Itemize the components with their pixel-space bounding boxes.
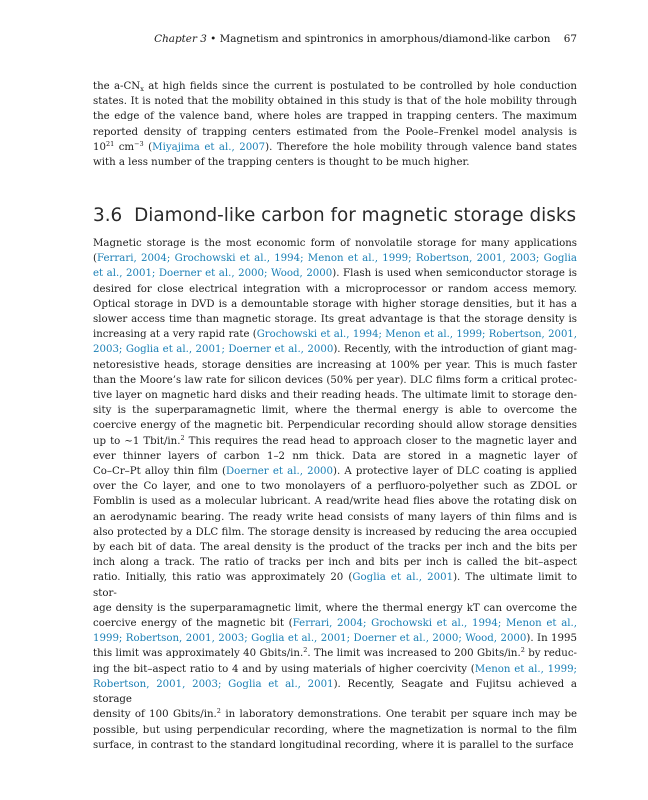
text-run: at high fields since the current is postulated to be controlled by hole conduction [143,81,577,92]
text-line [93,601,577,616]
text-line [93,266,577,281]
text-run: this limit was approximately 40 Gbits/in. [93,648,304,660]
text-line [93,646,577,661]
superscript: 2 [520,646,525,655]
text-line [93,342,577,357]
superscript: 21 [105,139,115,148]
text-line [93,677,577,707]
text-run: density of 100 Gbits/in. [93,709,217,721]
text-run: inch along a track. The ratio of tracks per inch and bits per inch is called the bit–aspect [93,557,577,569]
text-line [93,327,577,342]
text-line [93,707,577,722]
body-paragraph [93,236,577,753]
superscript: 2 [216,707,221,716]
text-run: . The limit was increased to 200 Gbits/in. [307,648,521,660]
text-line [93,125,577,140]
citation-link[interactable]: Ferrari, 2004; Grochowski et al., 1994; Menon et al., 1999; Robertson, 2001, 2003; Goglia [96,253,577,265]
text-run: over the Co layer, and one to two monolayers of a perfluoro-polyether such as ZDOL or [93,481,577,493]
citation-link[interactable]: 1999; Robertson, 2001, 2003; Goglia et al., 2001; Doerner et al., 2000; Wood, 2000 [93,633,527,645]
text-line [93,464,577,479]
citation-link[interactable]: Ferrari, 2004; Grochowski et al., 1994; Menon et al., [292,618,577,630]
text-run: the a-CN [93,81,141,92]
text-line [93,449,577,464]
text-run: coercive energy of the magnetic bit. Perpendicular recording should allow storage densities [93,420,577,432]
text-line [93,282,577,297]
text-run: Optical storage in DVD is a demountable storage with higher storage densities, but it has a [93,298,577,310]
text-line [93,555,577,570]
text-line [93,662,577,677]
text-run: tive layer on magnetic hard disks and their reading heads. The ultimate limit to storage den- [93,390,577,402]
citation-link[interactable]: 2003; Goglia et al., 2001; Doerner et al., 2000 [93,344,334,356]
text-run: by each bit of data. The areal density is the product of the tracks per inch and the bits per [93,542,577,554]
text-run: Magnetic storage is the most economic form of nonvolatile storage for many applications [93,238,577,249]
text-run: ). The ultimate limit to stor- [93,572,577,599]
text-line [93,479,577,494]
superscript: 2 [180,433,185,442]
text-line [93,373,577,388]
text-run: by reduc- [524,648,577,660]
citation-link[interactable]: Grochowski et al., 1994; Menon et al., 1999; Robertson, 2001, [256,329,577,341]
text-run: ). Recently, Seagate and Fujitsu achieved a storage [93,678,577,706]
text-run: 10 [93,141,106,153]
text-line [93,140,577,155]
text-line [93,79,577,94]
text-line [93,510,577,525]
citation-link[interactable]: et al., 2001; Doerner et al., 2000; Wood, 2000 [93,268,333,280]
text-run: up to ∼1 Tbit/in. [93,435,181,447]
text-run: than the Moore’s law rate for silicon devices (50% per year). DLC films form a critical protec- [93,374,577,386]
text-run: age density is the superparamagnetic limit, where the thermal energy kT can overcome the [93,602,577,614]
text-run: ( [93,253,97,265]
text-run: sity is the superparamagnetic limit, where the thermal energy is able to overcome the [93,405,577,417]
section-title: Diamond-like carbon for magnetic storage disks [134,205,577,226]
subscript: x [140,85,144,93]
text-line [93,418,577,433]
text-line [93,236,577,251]
section-heading [93,205,577,226]
header-title: Magnetism and spintronics in amorphous/diamond-like carbon [219,33,551,45]
text-run: cm [114,141,135,153]
text-run: the edge of the valence band, where holes are trapped in trapping centers. The maximum [93,111,577,123]
text-line [93,251,577,266]
text-run: This requires the read head to approach closer to the magnetic layer and [184,435,578,447]
text-line [93,631,577,646]
text-line [93,525,577,540]
citation-link[interactable]: Goglia et al., 2001 [352,572,454,584]
text-line [93,434,577,449]
text-run: ). Therefore the hole mobility through valence band states [265,141,578,153]
intro-paragraph [93,79,577,170]
superscript: −3 [134,139,144,148]
text-line [93,155,577,170]
text-run: an aerodynamic bearing. The ready write head consists of many layers of thin films and is [93,511,577,523]
text-run: coercive energy of the magnetic bit ( [93,618,293,630]
text-line [93,312,577,327]
running-header [93,33,577,45]
text-run: with a less number of the trapping centers is thought to be much higher. [93,157,470,169]
text-run: ). Recently, with the introduction of giant mag- [333,344,578,356]
text-run: ever thinner layers of carbon 1–2 nm thick. Data are stored in a magnetic layer of [93,450,577,462]
text-run: ). A protective layer of DLC coating is applied [333,466,577,478]
text-line [93,109,577,124]
text-run: desired for close electrical integration with a microprocessor or random access memory. [93,283,577,295]
superscript: 2 [303,646,308,655]
text-run: slower access time than magnetic storage. Its great advantage is that the storage density is [93,314,577,326]
text-run: Co–Cr–Pt alloy thin film ( [93,466,227,478]
text-line [93,723,577,738]
citation-link[interactable]: Menon et al., 1999; [474,663,577,675]
citation-link[interactable]: Doerner et al., 2000 [226,466,334,478]
text-run: netoresistive heads, storage densities are increasing at 100% per year. This is much faster [93,359,577,371]
text-line [93,94,577,109]
text-run: possible, but using perpendicular recording, where the magnetization is normal to the film [93,724,577,736]
text-run: reported density of trapping centers estimated from the Poole–Frenkel model analysis is [93,126,577,138]
text-line [93,358,577,373]
text-line [93,570,577,600]
citation-link[interactable]: Miyajima et al., 2007 [152,141,266,153]
text-run: ratio. Initially, this ratio was approximately 20 ( [93,572,353,584]
text-run: in laboratory demonstrations. One terabit per square inch may be [220,709,577,721]
text-line [93,388,577,403]
header-bullet: • [210,33,217,45]
text-line [93,403,577,418]
text-line [93,297,577,312]
text-run: ( [143,141,153,153]
citation-link[interactable]: Robertson, 2001, 2003; Goglia et al., 2001 [93,678,334,690]
page-number: 67 [563,33,577,45]
text-line [93,540,577,555]
text-run: surface, in contrast to the standard longitudinal recording, where it is parallel to the surface [93,739,574,751]
header-chapter: Chapter 3 [154,33,207,45]
text-run: states. It is noted that the mobility obtained in this study is that of the hole mobility through [93,96,577,108]
text-run: ). In 1995 [526,633,577,645]
text-run: also protected by a DLC film. The storage density is increased by reducing the area occupied [93,526,577,538]
text-run: ing the bit–aspect ratio to 4 and by using materials of higher coercivity ( [93,663,475,675]
text-run: Fomblin is used as a molecular lubricant. A read/write head flies above the rotating disk on [93,496,577,508]
text-run: increasing at a very rapid rate ( [93,329,257,341]
text-run: ). Flash is used when semiconductor storage is [332,268,577,280]
section-number: 3.6 [93,205,123,226]
text-line [93,738,577,753]
text-line [93,494,577,509]
text-line [93,616,577,631]
